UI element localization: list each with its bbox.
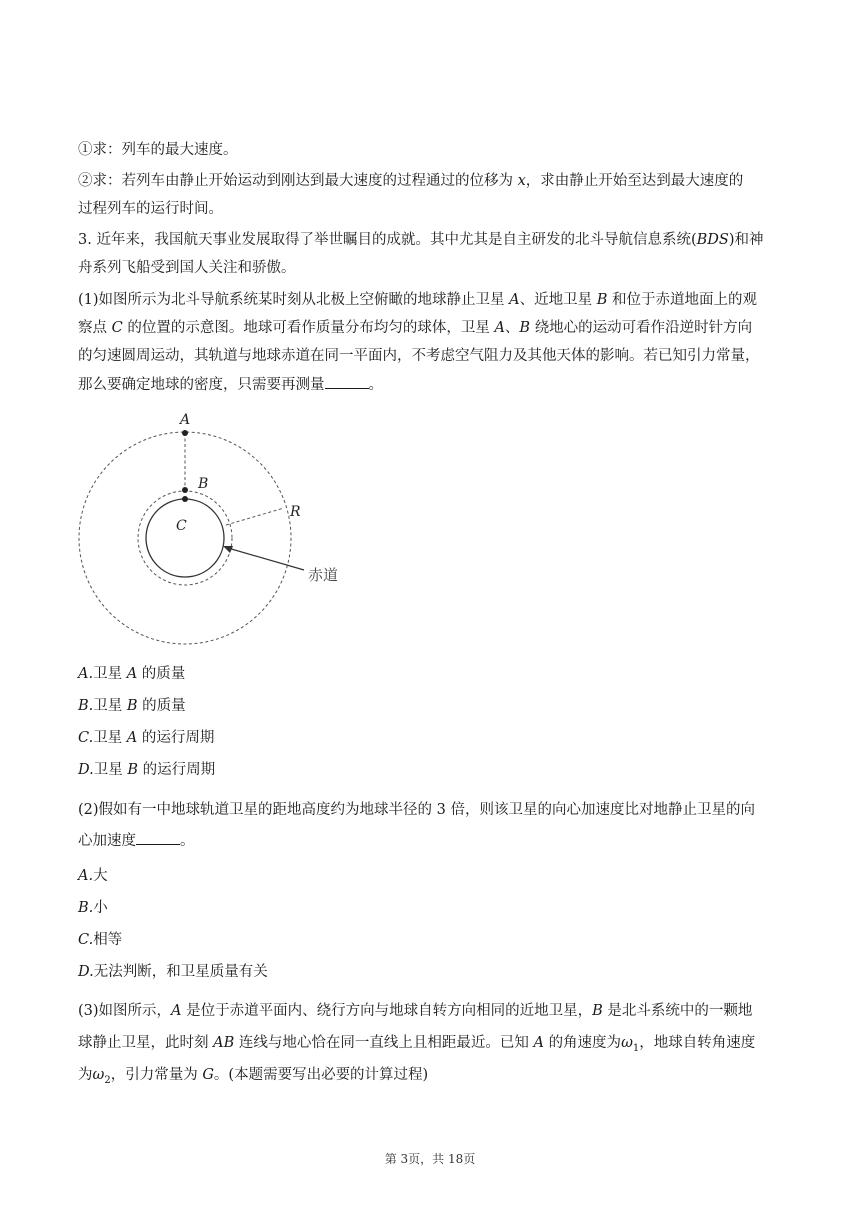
equator-arrow-line [228, 548, 304, 570]
q2-sub2-line1: ②求：若列车由静止开始运动到刚达到最大速度的过程通过的位移为 x，求由静止开始至达到最大速度的 [78, 173, 744, 189]
label-a: A [180, 412, 191, 428]
radius-r-dashed-line [226, 508, 284, 525]
q3-p1-line3: 的匀速圆周运动，其轨道与地球赤道在同一平面内，不考虑空气阻力及其他天体的影响。若已知引力常量， [78, 348, 760, 364]
q3-p3-line1: (3)如图所示，A 是位于赤道平面内、绕行方向与地球自转方向相同的近地卫星，B 是北斗系统中的一颗地 [78, 1003, 753, 1019]
label-b: B [198, 476, 209, 492]
satellite-a-dot [182, 430, 188, 436]
p2-option-c: C.相等 [78, 932, 123, 948]
satellite-b-dot [182, 487, 188, 493]
page-footer: 第 3页，共 18页 [384, 1152, 476, 1166]
q3-p2-line1: (2)假如有一中地球轨道卫星的距地高度约为地球半径的 3 倍，则该卫星的向心加速度比对地静止卫星的向 [78, 802, 755, 818]
orbit-diagram [76, 410, 376, 650]
q3-p3-line2: 球静止卫星，此时刻 AB 连线与地心恰在同一直线上且相距最近。已知 A 的角速度为$\omega_1$，地球自转角速度 [78, 1035, 756, 1054]
q3-intro-line1: 3. 近年来，我国航天事业发展取得了举世瞩目的成就。其中尤其是自主研发的北斗导航信息系统(BDS)和神 [78, 232, 764, 248]
observer-c-dot [182, 496, 188, 502]
p2-option-d: D.无法判断，和卫星质量有关 [78, 964, 268, 980]
p1-option-a: A.卫星 A 的质量 [78, 666, 186, 682]
label-r: R [290, 504, 301, 520]
q3-p1-line2: 察点 C 的位置的示意图。地球可看作质量分布均匀的球体，卫星 A、B 绕地心的运动可看作沿逆时针方向 [78, 320, 753, 336]
earth-equator [146, 499, 224, 577]
p1-option-b: B.卫星 B 的质量 [78, 698, 186, 714]
q3-p3-line3: 为$\omega_2$，引力常量为 G。(本题需要写出必要的计算过程) [78, 1067, 429, 1086]
q2-sub1: ①求：列车的最大速度。 [78, 142, 238, 158]
inner-orbit-b [138, 491, 232, 585]
label-c: C [176, 518, 187, 534]
answer-blank [325, 374, 369, 389]
outer-orbit-a [79, 432, 291, 644]
answer-blank-2 [136, 830, 180, 845]
q3-intro-line2: 舟系列飞船受到国人关注和骄傲。 [78, 260, 296, 276]
q2-sub2-line2: 过程列车的运行时间。 [78, 201, 223, 217]
equator-arrow-head [223, 546, 233, 553]
p1-option-d: D.卫星 B 的运行周期 [78, 762, 216, 778]
p2-option-b: B.小 [78, 900, 108, 916]
q3-p2-line2: 心加速度 。 [78, 830, 788, 851]
q3-p1-line4: 那么要确定地球的密度，只需要再测量 。 [78, 374, 788, 395]
label-equator: 赤道 [308, 566, 339, 584]
q3-p1-line1: (1)如图所示为北斗导航系统某时刻从北极上空俯瞰的地球静止卫星 A、近地卫星 B 和位于赤道地面上的观 [78, 292, 758, 308]
p2-option-a: A.大 [78, 868, 108, 884]
p1-option-c: C.卫星 A 的运行周期 [78, 730, 215, 746]
